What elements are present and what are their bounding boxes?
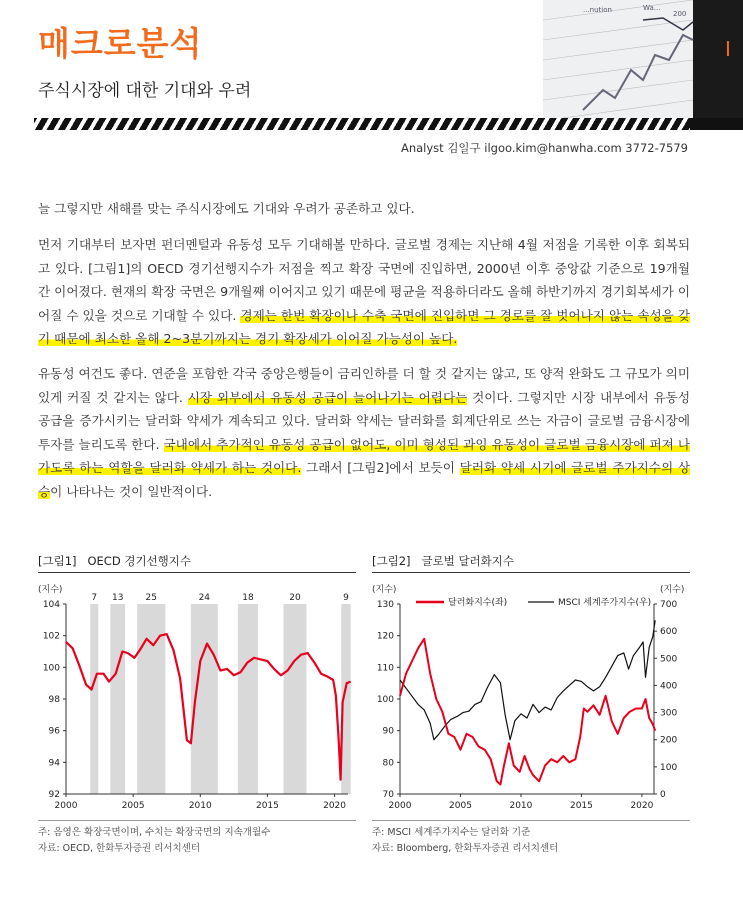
fig2-ytick-left-label: 100 <box>376 695 394 705</box>
svg-text:Wa...: Wa... <box>643 4 661 12</box>
fig1-ytick-label: 104 <box>42 600 60 610</box>
fig2-xtick-label: 2005 <box>449 801 472 811</box>
fig2-title-rule <box>372 572 690 573</box>
fig1-title-rule <box>38 572 356 573</box>
highlighted-text: 경제는 한번 확장이나 수축 국면에 진입하면 그 경로를 잘 벗어나지 않는 속성을 갖기 때문에 최소한 올해 2~3분기까지는 경기 확장세가 이어질 가능성이 높다. <box>38 307 690 346</box>
shade-band-1 <box>110 604 125 794</box>
fig1-xtick-label: 2020 <box>323 801 347 811</box>
fig2-ytick-left-label: 130 <box>376 600 394 610</box>
legend-red-label: 달러화지수(좌) <box>448 598 508 608</box>
fig2-ytick-left-label: 120 <box>376 631 394 642</box>
fig2-ytick-right-label: 500 <box>660 654 678 665</box>
shade-label-6: 9 <box>343 593 349 603</box>
header-divider <box>34 118 700 130</box>
fig2-ytick-right-label: 100 <box>660 762 678 773</box>
fig2-ytick-left-label: 80 <box>382 758 394 769</box>
fig1-title <box>38 553 191 569</box>
fig1-ytick-label: 96 <box>48 726 60 737</box>
fig1-xtick-label: 2005 <box>121 801 145 811</box>
shade-label-0: 7 <box>91 593 98 603</box>
svg-text:I: I <box>725 37 731 61</box>
fig1-source: 자료: OECD, 한화투자증권 리서치센터 <box>38 843 201 854</box>
shade-label-2: 25 <box>145 593 157 603</box>
svg-text:...nution: ...nution <box>583 6 612 14</box>
paragraph-text: 그래서 [그림2]에서 보듯이 <box>301 460 460 475</box>
highlighted-text: 국내에서 추가적인 유동성 공급이 없어도, 이미 형성된 과잉 유동성이 글로벌 금융시장에 퍼져 나가도록 하는 역할을 달러화 약세가 하는 것이다. <box>38 436 691 475</box>
fig2-ytick-left-label: 70 <box>382 790 394 800</box>
fig1-chart <box>30 578 360 818</box>
paragraph-intro <box>38 197 690 221</box>
shade-band-5 <box>284 604 307 794</box>
shade-label-4: 18 <box>242 593 254 603</box>
paragraph-intro-text: 늘 그렇지만 새해를 맞는 주식시장에도 기대와 우려가 공존하고 있다. <box>38 201 415 216</box>
fig1-xtick-label: 2000 <box>54 801 78 811</box>
page-title: 매크로분석 <box>38 24 203 63</box>
header-divider-end <box>690 118 743 130</box>
fig2-bottom-rule <box>372 820 690 821</box>
fig1-ytick-label: 102 <box>42 631 60 642</box>
fig1-xtick-label: 2015 <box>255 801 279 811</box>
fig2-chart <box>364 578 694 818</box>
highlighted-text: 시장 외부에서 유동성 공급이 늘어나기는 어렵다는 <box>187 389 468 405</box>
paragraph-expectation <box>38 233 690 351</box>
fig2-source: 자료: Bloomberg, 한화투자증권 리서치센터 <box>372 843 559 854</box>
legend-black-label: MSCI 세계주가지수(우) <box>558 598 652 608</box>
page-subtitle: 주식시장에 대한 기대와 우려 <box>38 81 252 101</box>
fig2-ytick-right-label: 0 <box>660 790 666 800</box>
shade-band-4 <box>238 604 258 794</box>
fig2-series-msci <box>400 620 655 739</box>
paragraph-text: 먼저 기대부터 보자면 펀더멘털과 유동성 모두 기대해볼 만하다. 글로벌 경제는 지난해 4월 저점을 기록한 이후 회복되고 있다. [그림1]의 OECD 경기선행지수가 저점을 찍고 확장 국면에 진입하면, 2000년 이후 중앙값 기준으로 19개월간 이어졌다. 현재의 확장 국면은 9개월째 이어지고 있기 때문에 평균을 적용하더라도 올해 하반기까지 경기회복세가 이어질 수 있을 것으로 기대할 수 있다. <box>38 237 691 323</box>
fig1-ytick-label: 92 <box>48 790 60 800</box>
fig2-title-text: 글로벌 달러화지수 <box>421 554 515 568</box>
fig1-title-text: OECD 경기선행지수 <box>87 554 191 568</box>
shade-label-3: 24 <box>198 593 211 603</box>
fig1-unit-label: (지수) <box>38 585 63 595</box>
fig1-ytick-label: 94 <box>48 758 60 769</box>
shade-label-1: 13 <box>111 593 124 603</box>
analyst-info: Analyst 김일구 ilgoo.kim@hanwha.com 3772-7579 <box>400 141 688 155</box>
paragraph-text: 이 나타나는 것이 일반적이다. <box>50 483 213 499</box>
fig2-title <box>372 553 514 569</box>
fig2-ytick-right-label: 600 <box>660 627 678 638</box>
fig2-unit-right: (지수) <box>660 585 685 595</box>
shade-band-2 <box>137 604 165 794</box>
fig1-xtick-label: 2010 <box>188 801 212 811</box>
header-chart-image <box>543 0 743 118</box>
fig1-ytick-label: 100 <box>42 663 60 674</box>
fig1-tag: [그림1] <box>38 554 77 568</box>
paragraph-text: 유동성 여건도 좋다. 연준을 포함한 각국 중앙은행들이 금리인하를 더 할 것 같지는 않고, 또 양적 완화도 그 규모가 의미있게 커질 것 같지는 않다. <box>38 366 690 405</box>
fig2-xtick-label: 2000 <box>388 801 412 811</box>
fig2-xtick-label: 2010 <box>509 801 533 811</box>
fig2-ytick-left-label: 110 <box>376 663 394 674</box>
paragraph-text: 것이다. 그렇지만 시장 내부에서 유동성 공급을 증가시키는 달러화 약세가 계속되고 있다. 달러화 약세는 달러화를 회계단위로 쓰는 자금이 글로벌 금융시장에 투자를 늘리도록 한다. <box>38 389 690 452</box>
fig2-note: 주: MSCI 세계주가지수는 달러화 기준 <box>372 827 531 838</box>
paragraph-liquidity <box>38 362 690 503</box>
fig2-ytick-right-label: 700 <box>660 600 678 610</box>
fig2-ytick-left-label: 90 <box>382 726 394 737</box>
svg-text:200: 200 <box>673 10 687 18</box>
shade-label-5: 20 <box>289 593 301 603</box>
fig2-ytick-right-label: 200 <box>660 735 678 746</box>
fig1-ytick-label: 98 <box>48 695 60 705</box>
fig2-xtick-label: 2015 <box>569 801 593 811</box>
shade-band-0 <box>90 604 98 794</box>
fig1-note: 주: 음영은 확장국면이며, 수치는 확장국면의 지속개월수 <box>38 827 271 838</box>
fig2-ytick-right-label: 400 <box>660 681 678 692</box>
fig2-tag: [그림2] <box>372 554 411 568</box>
fig2-ytick-right-label: 300 <box>660 708 678 719</box>
highlighted-text: 달러화 약세 시기에 글로벌 주가지수의 상승 <box>38 460 690 499</box>
fig2-unit-left: (지수) <box>372 585 397 595</box>
fig1-bottom-rule <box>38 820 356 821</box>
fig2-series-dollar <box>400 639 655 785</box>
fig2-xtick-label: 2020 <box>630 801 654 811</box>
